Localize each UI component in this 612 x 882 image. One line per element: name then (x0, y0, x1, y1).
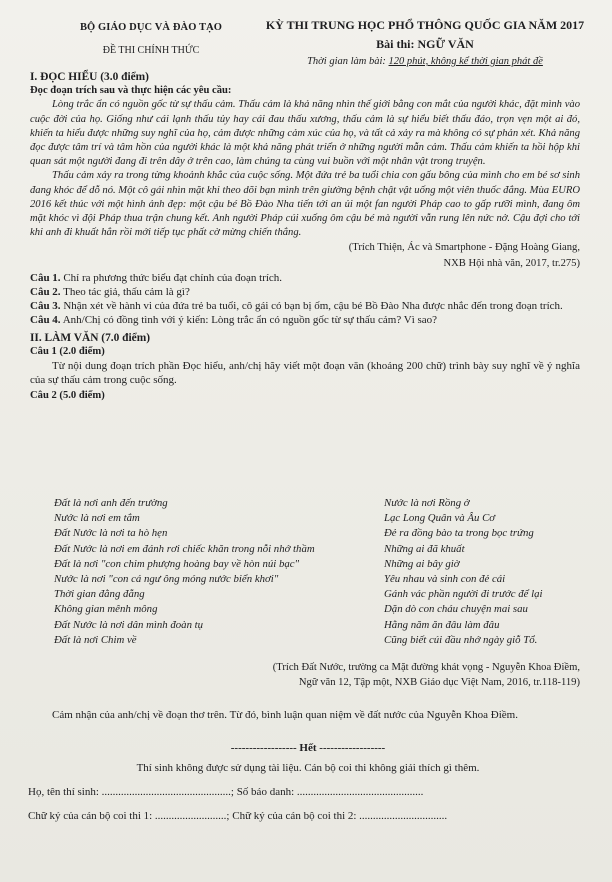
part2-q1-label: Câu 1 (2.0 điểm) (30, 345, 105, 357)
exam-body (30, 70, 580, 404)
question-label: Câu 1. (30, 271, 61, 284)
poem-line-left: Đất là nơi Chim về (54, 633, 137, 646)
poem-source (30, 660, 580, 690)
proctor-signature-line: Chữ ký của cán bộ coi thi 1: ..........................; Chữ ký của cán bộ coi thi 2: ................................ (28, 810, 448, 822)
question-label: Câu 2. (30, 286, 61, 299)
poem-line-left: Đất Nước là nơi em đánh rơi chiếc khăn trong nỗi nhớ thầm (54, 542, 315, 555)
part1-instruction: Đọc đoạn trích sau và thực hiện các yêu cầu: (30, 85, 232, 97)
part2-q2-label: Câu 2 (5.0 điểm) (30, 390, 105, 402)
poem-line-left: Đất Nước là nơi dân mình đoàn tụ (54, 618, 204, 631)
poem-line-left: Nước là nơi "con cá ngư ông móng nước biển khơi" (54, 572, 279, 585)
poem-line-left: Không gian mênh mông (54, 603, 158, 616)
time-prefix: Thời gian làm bài: (307, 56, 389, 67)
excerpt-paragraph-1: Lòng trắc ẩn có nguồn gốc từ sự thấu cảm. Thấu cảm là khả năng nhìn thế giới bằng con mắt của người khác, đặt mình vào cuộc đời của họ. Giống như cái lạnh thấu tủy hay cái đau thấu xương, thấu cảm là sự hiểu biết thấu đáo, trọn vẹn một ai đó, khiến ta hiểu được những suy nghĩ của họ, cảm được những cảm xúc của họ, và tất cả xảy ra mà không có sự phản xét. Khả năng đọc được tâm trí và tâm hồn của người khác là một khả năng phát triển ở những người mẫn cảm. Thấu cảm khiến ta hồi hộp khi quan sát một người đang đi trên dây ở trên cao, làm chúng ta cùng vui buồn với một nhân vật trong truyện. (30, 99, 580, 168)
poem-line-right: Đẻ ra đồng bào ta trong bọc trứng (384, 527, 534, 540)
poem-line-left: Đất Nước là nơi ta hò hẹn (54, 527, 168, 540)
time-line (250, 56, 600, 67)
poem-line-left: Đất là nơi anh đến trường (54, 497, 168, 509)
question-1 (30, 271, 580, 285)
ministry-name: BỘ GIÁO DỤC VÀ ĐÀO TẠO (79, 22, 223, 33)
poem-line-right: Gánh vác phần người đi trước để lại (384, 588, 543, 601)
poem-row (54, 512, 574, 527)
poem-source-1: (Trích Đất Nước, trường ca Mặt đường khát vọng - Nguyễn Khoa Điềm, (272, 662, 580, 673)
poem-row (54, 573, 574, 588)
subject-prefix: Bài thi: (376, 37, 418, 51)
excerpt-paragraph-2: Thấu cảm xảy ra trong từng khoảnh khắc của cuộc sống. Một đứa trẻ ba tuổi chia con gấu bông của mình cho em bé sơ sinh đang khóc để dỗ nó. Một cô gái nhìn mặt khi theo dõi bạn mình trên giường bệnh chật vật uống một viên thuốc đắng. Mùa EURO 2016 kết thúc với một hình ảnh đẹp: một cậu bé Bồ Đào Nha tiến tới an ủi một fan người Pháp cao to gấp rưỡi mình, đang ôm mặt khóc vì đội Pháp thua trận chung kết. Anh người Pháp cúi xuống ôm cậu bé mà người vẫn rung lên nức nở. Cậu đợi cho tới khi anh đi khuất hẳn rồi mới tiếp tục phất cờ mừng chiến thắng. (30, 170, 580, 239)
part1-heading: I. ĐỌC HIỂU (3.0 điểm) (30, 71, 149, 83)
part2-q2-task: Cảm nhận của anh/chị về đoạn thơ trên. Từ đó, bình luận quan niệm về đất nước của Nguyễn Khoa Điềm. (52, 709, 518, 721)
end-marker: ------------------ Hết ------------------ (230, 742, 386, 754)
exam-title: KỲ THI TRUNG HỌC PHỔ THÔNG QUỐC GIA NĂM 2017 (265, 18, 585, 32)
poem-line-right: Cũng biết cúi đầu nhớ ngày giỗ Tổ. (384, 633, 538, 646)
poem-row (54, 634, 574, 649)
poem-line-left: Đất là nơi "con chim phượng hoàng bay về hòn núi bạc" (54, 557, 300, 570)
poem-line-right: Lạc Long Quân và Âu Cơ (384, 512, 496, 525)
poem-source-2: Ngữ văn 12, Tập một, NXB Giáo dục Việt Nam, 2016, tr.118-119) (298, 677, 580, 688)
poem-row (54, 603, 574, 618)
poem-line-right: Những ai đã khuất (384, 542, 465, 555)
header-right (250, 18, 600, 67)
poem-excerpt (54, 497, 574, 649)
poem-line-left: Nước là nơi em tắm (54, 512, 140, 525)
question-text: Chỉ ra phương thức biểu đạt chính của đoạn trích. (60, 271, 283, 284)
poem-line-right: Nước là nơi Rồng ở (384, 497, 470, 509)
time-limit: 120 phút, không kể thời gian phát đề (388, 56, 543, 67)
poem-row (54, 543, 574, 558)
question-text: Theo tác giả, thấu cảm là gì? (60, 286, 190, 299)
excerpt-source-1: (Trích Thiện, Ác và Smartphone - Đặng Hoàng Giang, (348, 242, 580, 254)
poem-line-right: Những ai bây giờ (384, 557, 460, 570)
poem-line-right: Yêu nhau và sinh con đẻ cái (384, 572, 506, 585)
header-left (56, 22, 246, 56)
poem-line-right: Hằng năm ăn đâu làm đâu (384, 618, 500, 631)
question-label: Câu 3. (30, 300, 61, 313)
part2-q1-text: Từ nội dung đoạn trích phần Đọc hiểu, anh/chị hãy viết một đoạn văn (khoảng 200 chữ) trình bày suy nghĩ về ý nghĩa của sự thấu cảm trong cuộc sống. (30, 360, 580, 387)
poem-row (54, 558, 574, 573)
poem-row (54, 588, 574, 603)
poem-line-left: Thời gian đằng đẵng (54, 588, 145, 601)
candidate-name-line: Họ, tên thí sinh: ...............................................; Số báo danh: .............................................. (28, 786, 424, 798)
question-text: Nhận xét về hành vi của đứa trẻ ba tuổi, cô gái có bạn bị ốm, cậu bé Bồ Đào Nha được nhắc đến trong đoạn trích. (60, 300, 563, 313)
footer-note: Thí sinh không được sử dụng tài liệu. Cán bộ coi thi không giải thích gì thêm. (136, 762, 480, 774)
question-2 (30, 285, 580, 299)
question-3 (30, 299, 580, 313)
poem-row (54, 619, 574, 634)
question-label: Câu 4. (30, 314, 61, 327)
question-4 (30, 313, 580, 327)
poem-row (54, 527, 574, 542)
poem-line-right: Dặn dò con cháu chuyện mai sau (384, 603, 528, 616)
subject-line (250, 37, 600, 52)
excerpt-source-2: NXB Hội nhà văn, 2017, tr.275) (443, 257, 580, 269)
part2-heading: II. LÀM VĂN (7.0 điểm) (30, 331, 151, 344)
official-label: ĐỀ THI CHÍNH THỨC (102, 45, 200, 56)
subject-name: NGỮ VĂN (417, 37, 474, 51)
question-text: Anh/Chị có đồng tình với ý kiến: Lòng trắc ẩn có nguồn gốc từ sự thấu cảm? Vì sao? (60, 314, 438, 327)
poem-row (54, 497, 574, 512)
